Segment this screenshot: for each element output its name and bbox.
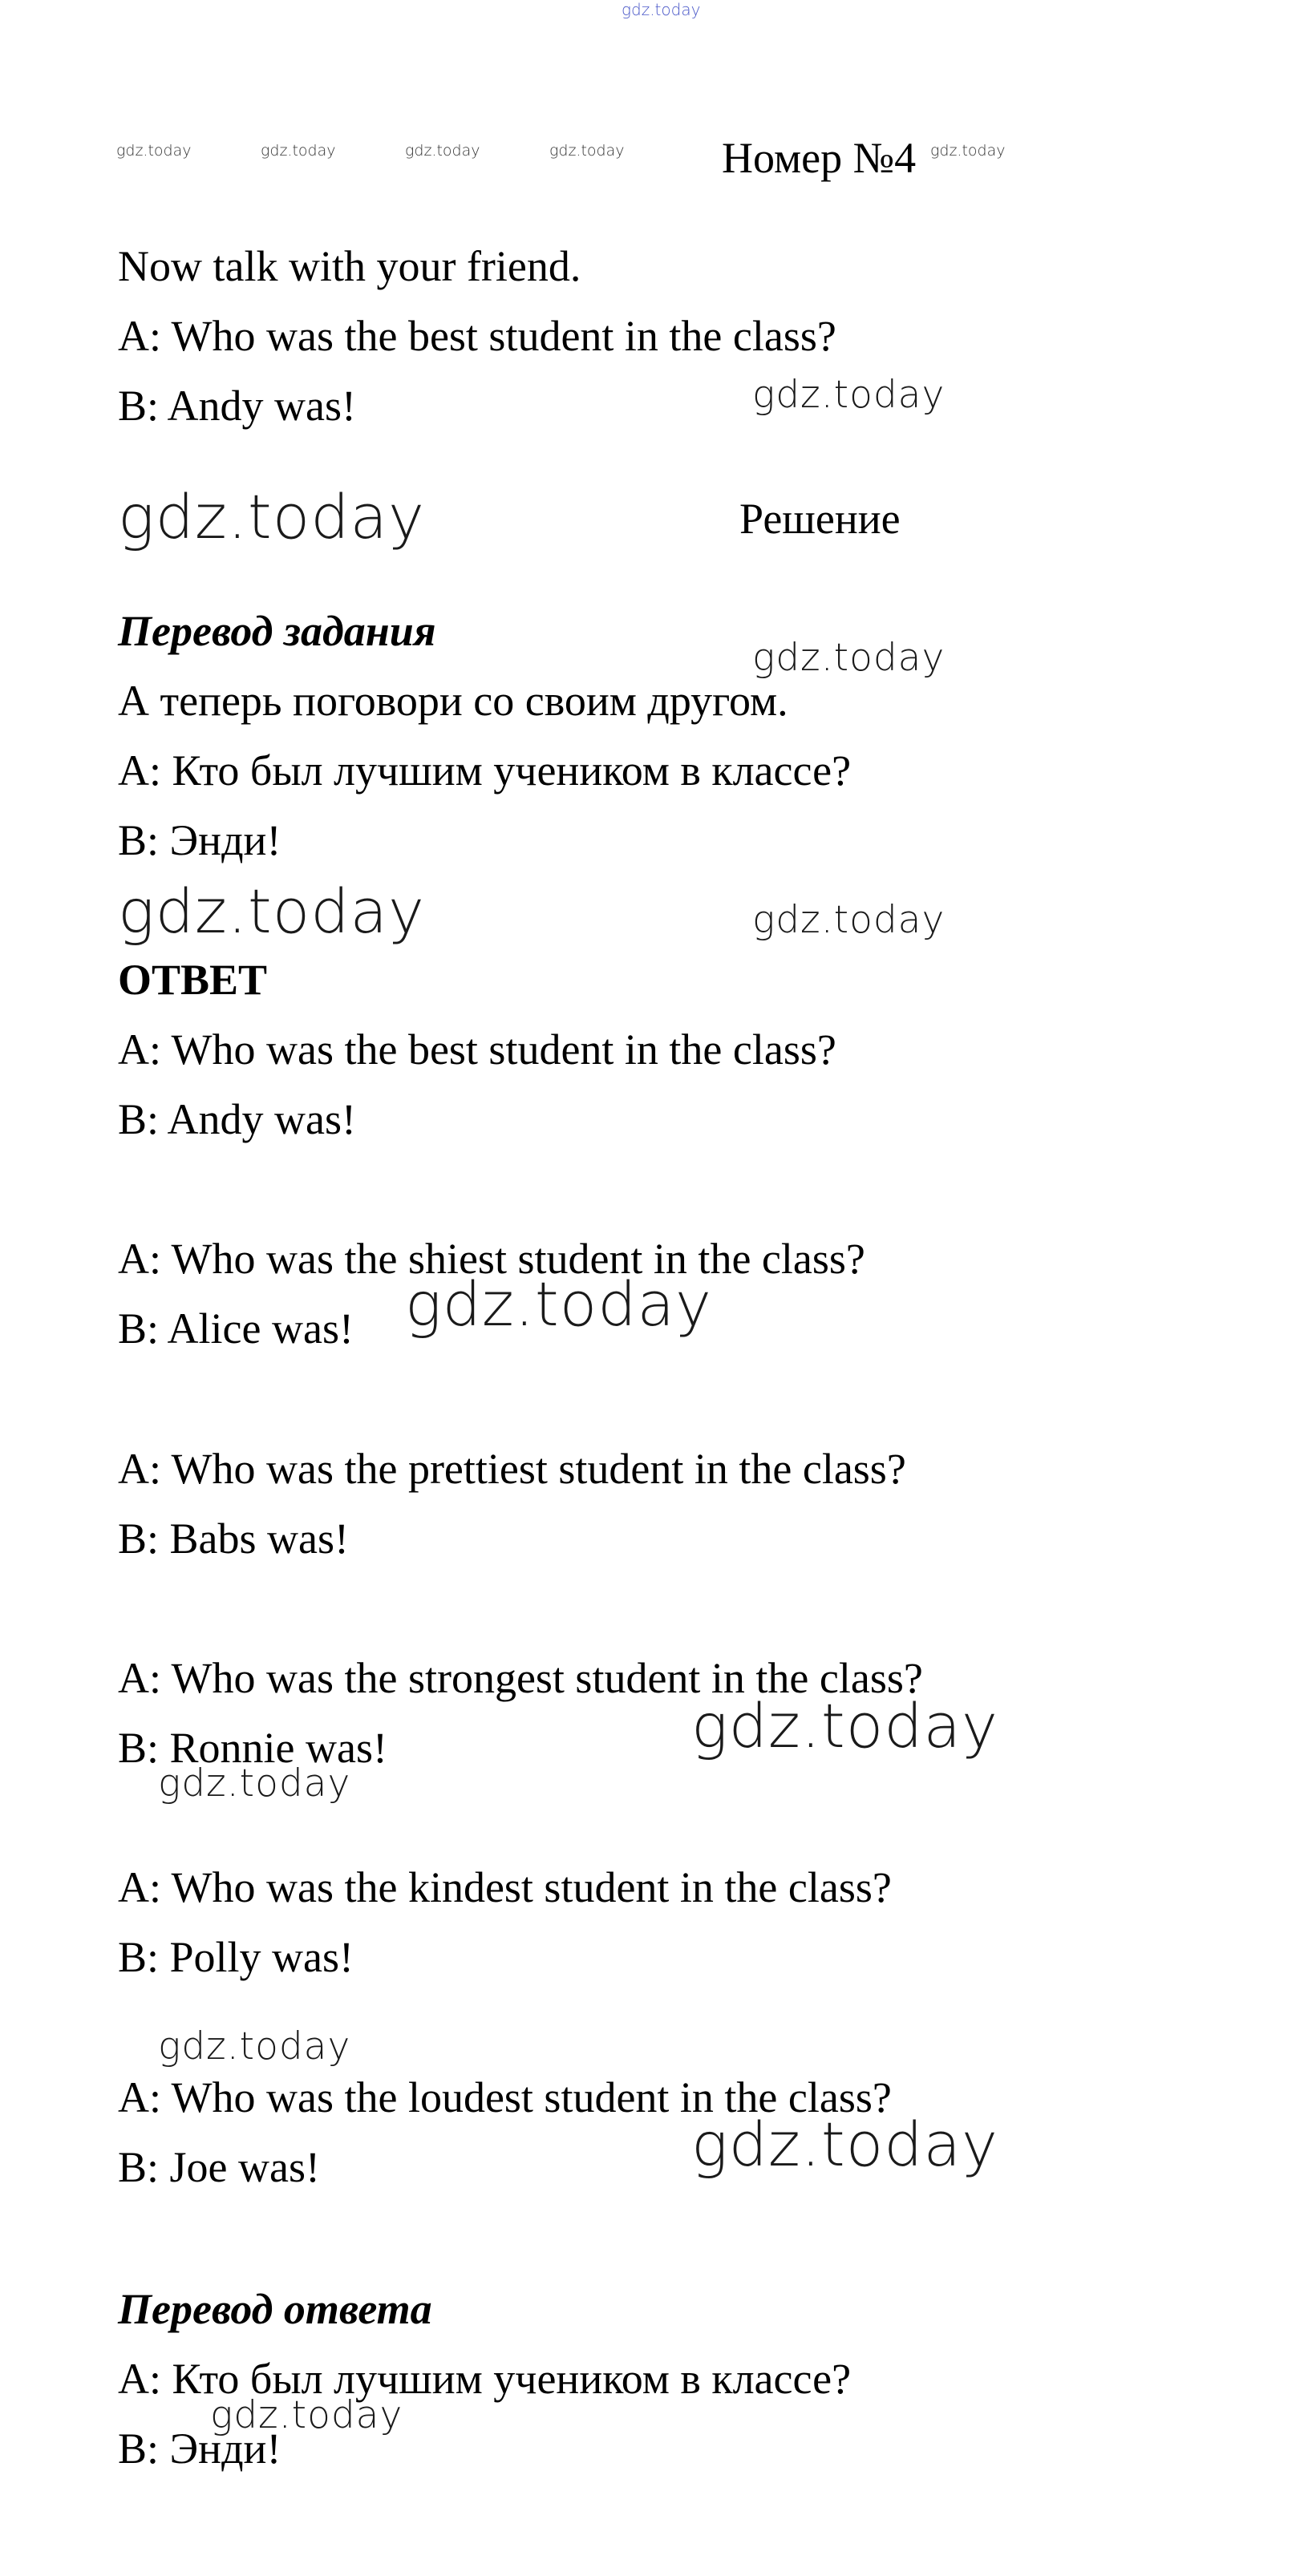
watermark-text: gdz.today (116, 142, 192, 160)
translation-line: B: Энди! (118, 816, 281, 864)
watermark-text: gdz.today (691, 2109, 998, 2180)
page-title: Номер №4 (722, 134, 917, 182)
dialogue-reply: B: Babs was! (118, 1514, 349, 1563)
answer-heading: ОТВЕТ (118, 956, 268, 1004)
dialogue-reply: B: Alice was! (118, 1304, 354, 1353)
watermark-text: gdz.today (118, 876, 425, 947)
dialogue-question: A: Who was the best student in the class? (118, 1025, 836, 1074)
watermark-text: gdz.today (210, 2393, 403, 2437)
task-line: B: Andy was! (118, 382, 356, 430)
watermark-text: gdz.today (691, 1690, 998, 1761)
watermark-text: gdz.today (261, 142, 336, 160)
watermark-text: gdz.today (549, 142, 625, 160)
solution-title: Решение (739, 495, 901, 543)
watermark-text: gdz.today (752, 898, 946, 942)
watermark-text: gdz.today (158, 1761, 351, 1806)
watermark-text: gdz.today (752, 373, 946, 417)
watermark-text: gdz.today (622, 0, 701, 19)
dialogue-question: A: Who was the prettiest student in the class? (118, 1445, 906, 1493)
answer-translation-heading: Перевод ответа (118, 2285, 432, 2333)
dialogue-question: A: Who was the loudest student in the class? (118, 2073, 892, 2121)
watermark-text: gdz.today (405, 142, 480, 160)
watermark-text: gdz.today (930, 142, 1006, 160)
watermark-text: gdz.today (752, 636, 946, 680)
task-line: Now talk with your friend. (118, 242, 581, 290)
dialogue-reply: B: Polly was! (118, 1933, 354, 1981)
translation-line: A: Кто был лучшим учеником в классе? (118, 746, 852, 795)
translation-line: А теперь поговори со своим другом. (118, 677, 788, 725)
watermark-text: gdz.today (405, 1268, 712, 1340)
watermark-text: gdz.today (158, 2024, 351, 2068)
dialogue-question: A: Who was the strongest student in the class? (118, 1654, 923, 1702)
task-translation-heading: Перевод задания (118, 607, 436, 655)
dialogue-reply: B: Ronnie was! (118, 1724, 387, 1772)
dialogue-reply: B: Joe was! (118, 2143, 320, 2191)
dialogue-question: A: Who was the shiest student in the class? (118, 1235, 865, 1283)
dialogue-question: A: Who was the kindest student in the class? (118, 1863, 892, 1911)
task-line: A: Who was the best student in the class? (118, 312, 836, 360)
watermark-text: gdz.today (118, 481, 425, 552)
dialogue-reply: B: Andy was! (118, 1095, 356, 1143)
translation-line: B: Энди! (118, 2424, 281, 2473)
translation-line: A: Кто был лучшим учеником в классе? (118, 2355, 852, 2403)
